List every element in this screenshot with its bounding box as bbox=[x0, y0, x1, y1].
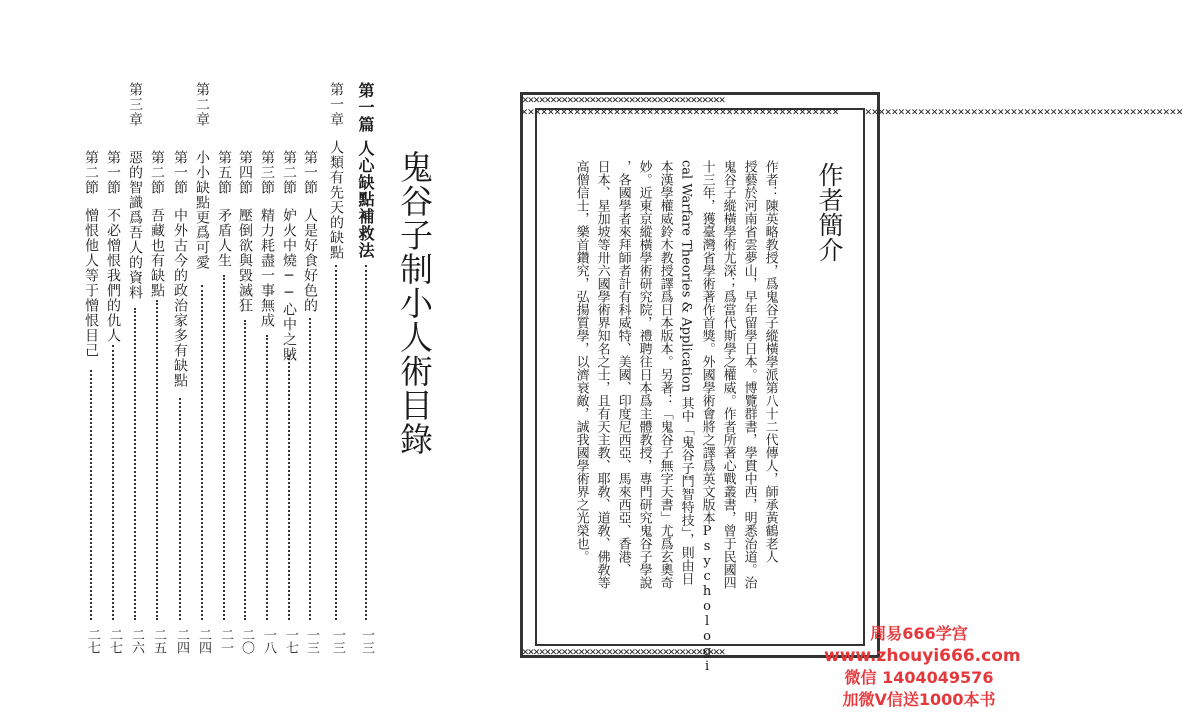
bio-text-column: 授藝於河南省雲夢山，早年留學日本。博覽群書，學貫中西，明悉治道。治 bbox=[741, 160, 757, 589]
toc-leader bbox=[90, 370, 92, 620]
toc-section-label: 第二節 bbox=[149, 150, 165, 195]
toc-page-number: 一三 bbox=[304, 628, 319, 654]
toc-section-text: 矛盾人生 bbox=[216, 208, 232, 268]
toc-leader bbox=[223, 275, 225, 620]
toc-section-text: 妒火中燒──心中之賊 bbox=[281, 208, 297, 362]
toc-chapter-text: 小小缺點更爲可愛 bbox=[194, 150, 210, 270]
toc-chapter-label: 第二章 bbox=[194, 82, 210, 127]
toc-section-text: 憎恨他人等于憎恨目己 bbox=[83, 208, 99, 358]
toc-page-number: 一八 bbox=[261, 628, 276, 654]
toc-leader bbox=[179, 398, 181, 620]
toc-section-label: 第二節 bbox=[281, 150, 297, 195]
bio-text-column: 十三年，獲臺灣省學術著作首獎。外國學術會將之譯爲英文版本Psychologi bbox=[699, 160, 715, 674]
bio-text-column: ，各國學者來拜師者計有科威特、美國、印度尼西亞、馬來西亞、香港、 bbox=[615, 160, 631, 576]
toc-page-number: 二〇 bbox=[239, 628, 254, 654]
toc-page-number: 一三 bbox=[359, 628, 374, 654]
toc-section-label: 第三節 bbox=[259, 150, 275, 195]
watermark-line: 微信 1404049576 bbox=[844, 668, 994, 687]
toc-page-number: 二一 bbox=[218, 628, 233, 654]
toc-page-number: 一三 bbox=[330, 628, 345, 654]
toc-leader bbox=[309, 318, 311, 620]
toc-leader bbox=[156, 300, 158, 620]
toc-chapter-label: 第三章 bbox=[127, 82, 143, 127]
bio-text-column: 本漢學權威鈴木教授譯爲日本版本。另著：「鬼谷子無字天書」尤爲玄奧奇 bbox=[657, 160, 673, 589]
toc-page-number: 二四 bbox=[196, 628, 211, 654]
toc-section-text: 精力耗盡一事無成 bbox=[259, 208, 275, 328]
toc-page-number: 一七 bbox=[283, 628, 298, 654]
watermark-line: 周易666学宫 bbox=[870, 624, 968, 643]
border-pattern-left: ✕✕✕✕✕✕✕✕✕✕✕✕✕✕✕✕✕✕✕✕✕✕✕✕✕✕✕✕✕✕✕✕✕✕✕✕✕✕✕✕✕✕✕✕✕✕✕✕ bbox=[521, 105, 839, 118]
toc-section-label: 第一節 bbox=[302, 150, 318, 195]
toc-section-label: 第五節 bbox=[216, 150, 232, 195]
toc-section-label: 第一節 bbox=[105, 150, 121, 195]
toc-leader bbox=[266, 335, 268, 620]
toc-chapter-text: 人類有先天的缺點 bbox=[328, 140, 344, 260]
toc-chapter-label: 第一章 bbox=[328, 82, 344, 127]
bio-text-column: 鬼谷子縱橫學術尤深；爲當代斯學之權威。作者所著心戰叢書，曾于民國四 bbox=[720, 160, 736, 589]
bio-text-column: 作者：陳英略教授，爲鬼谷子縱橫學派第八十二代傳人，師承黃鶴老人 bbox=[762, 160, 778, 563]
toc-leader bbox=[201, 285, 203, 620]
toc-page-number: 二四 bbox=[174, 628, 189, 654]
border-pattern-top: ✕✕✕✕✕✕✕✕✕✕✕✕✕✕✕✕✕✕✕✕✕✕✕✕✕✕✕✕✕✕✕✕✕✕✕✕ bbox=[522, 93, 725, 106]
bio-text-column: cal Warfare Theories & Application 其中「鬼谷子鬥智特技」，則由日 bbox=[678, 160, 694, 585]
toc-part-label: 第一篇 bbox=[356, 82, 375, 133]
watermark-line: 加微V信送1000本书 bbox=[842, 690, 996, 709]
toc-section-text: 壓倒欲與毀滅狂 bbox=[237, 208, 253, 313]
toc-section-text: 人是好食好色的 bbox=[302, 208, 318, 313]
toc-leader bbox=[134, 308, 136, 620]
toc-section-label: 第一節 bbox=[172, 150, 188, 195]
toc-leader bbox=[112, 345, 114, 620]
toc-section-text: 不必憎恨我們的仇人 bbox=[105, 208, 121, 343]
toc-part-text: 人心缺點補救法 bbox=[356, 140, 375, 259]
watermark-site: www.zhouyi666.com bbox=[824, 646, 1021, 666]
watermark bbox=[824, 623, 1021, 711]
border-pattern-right: ✕✕✕✕✕✕✕✕✕✕✕✕✕✕✕✕✕✕✕✕✕✕✕✕✕✕✕✕✕✕✕✕✕✕✕✕✕✕✕✕✕✕✕✕✕✕✕✕ bbox=[865, 105, 1183, 118]
bio-text-column: 日本、星加坡等卅六國學術界知名之士，且有天主教、耶敎、道敎、佛敎等 bbox=[594, 160, 610, 589]
toc-page-number: 二五 bbox=[151, 628, 166, 654]
toc-leader bbox=[244, 320, 246, 620]
border-pattern-bottom: ✕✕✕✕✕✕✕✕✕✕✕✕✕✕✕✕✕✕✕✕✕✕✕✕✕✕✕✕✕✕✕✕✕✕✕✕ bbox=[522, 645, 725, 658]
toc-page-number: 二七 bbox=[85, 628, 100, 654]
toc-leader bbox=[335, 265, 337, 620]
toc-page-number: 二六 bbox=[129, 628, 144, 654]
toc-section-text: 吾藏也有缺點 bbox=[149, 208, 165, 298]
toc-page-number: 二七 bbox=[107, 628, 122, 654]
bio-title: 作者簡介 bbox=[815, 162, 844, 262]
toc-section-text: 中外古今的政治家多有缺點 bbox=[172, 208, 188, 388]
bio-text-column: 高僧信士，樂首鑽究，弘揚質學，以濟衰敵，誠我國學術界之光榮也。 bbox=[573, 160, 589, 563]
bio-text-column: 妙。近東京縱橫學術研究院，禮聘往日本爲主體教授，專門研究鬼谷子學說 bbox=[636, 160, 652, 589]
toc-section-text: 惡的智識爲吾人的資料 bbox=[127, 150, 143, 300]
toc-leader bbox=[365, 265, 367, 620]
toc-section-label: 第四節 bbox=[237, 150, 253, 195]
toc-section-label: 第二節 bbox=[83, 150, 99, 195]
toc-leader bbox=[288, 355, 290, 620]
toc-title: 鬼谷子制小人術目錄 bbox=[395, 150, 434, 456]
